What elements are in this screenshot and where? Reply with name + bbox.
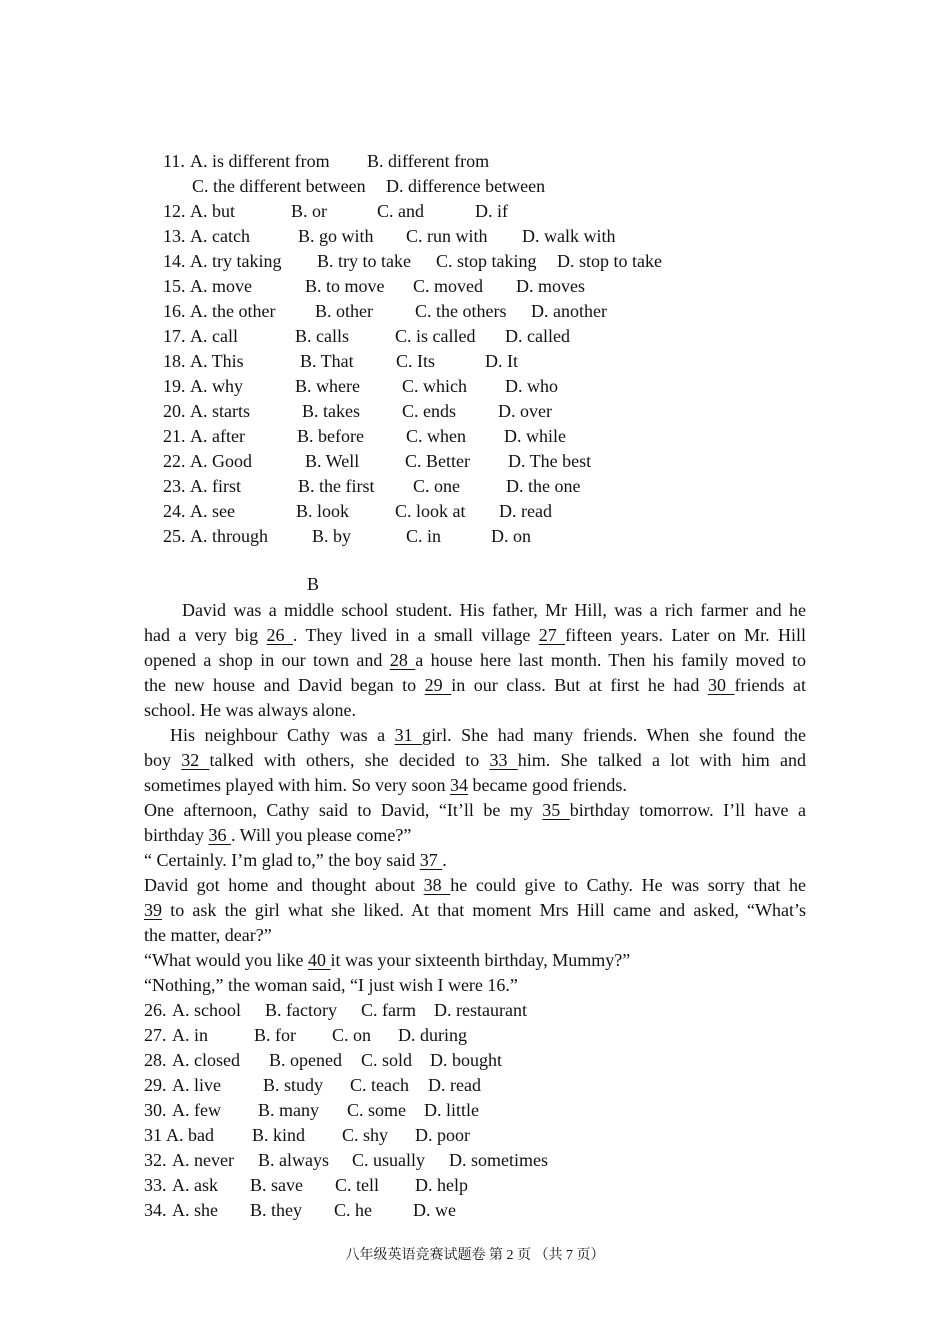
blank-31: 31 [394,725,423,745]
option-d: D. if [475,201,508,221]
option-d: D. sometimes [449,1150,548,1170]
page-footer: 八年级英语竞赛试题卷 第 2 页 （共 7 页） [345,1248,605,1263]
passage-line-12: David got home and thought about 38 he could give to Cathy. He was sorry that he [144,875,806,895]
question-number: 12. [163,201,186,221]
option-c: C. when [406,426,466,446]
question-number: 15. [163,276,186,296]
option-c: C. is called [395,326,476,346]
option-b: B. the first [298,476,375,496]
question-number: 34. [144,1200,167,1220]
option-d: D. while [504,426,566,446]
option-d: D. help [415,1175,468,1195]
option-b: B. try to take [317,251,411,271]
option-d: D. poor [415,1125,470,1145]
blank-33: 33 [489,750,518,770]
option-c: C. and [377,201,424,221]
option-c: C. farm [361,1000,416,1020]
option-c: C. sold [361,1050,413,1070]
option-a: A. Good [190,451,252,471]
option-b: B. for [254,1025,296,1045]
blank-30: 30 [707,675,735,695]
option-a: A. but [190,201,235,221]
option-d: D. It [485,351,518,371]
blank-26: 26 [266,625,293,645]
question-number: 22. [163,451,186,471]
question-number: 30. [144,1100,167,1120]
passage-line-3: opened a shop in our town and 28 a house here last month. Then his family moved to [144,650,806,670]
option-a: A. in [172,1025,208,1045]
option-a: A. move [190,276,252,296]
option-d: D. bought [430,1050,502,1070]
question-number: 14. [163,251,186,271]
passage-line-16: “Nothing,” the woman said, “I just wish I were 16.” [144,975,518,995]
option-b: B. opened [269,1050,342,1070]
question-number: 17. [163,326,186,346]
question-number: 24. [163,501,186,521]
option-b: B. That [300,351,354,371]
option-d: D. The best [508,451,592,471]
passage-line-7: boy 32 talked with others, she decided to 33 him. She talked a lot with him and [144,750,807,770]
option-d: D. called [505,326,570,346]
option-b: B. kind [252,1125,306,1145]
option-c: C. Better [405,451,470,471]
option-b: B. where [295,376,360,396]
question-number: 26. [144,1000,167,1020]
passage-line-10: birthday 36 . Will you please come?” [144,825,412,845]
option-d: D. on [491,526,531,546]
section-title: B [307,574,320,594]
option-c: C. stop taking [436,251,537,271]
passage-line-11: “ Certainly. I’m glad to,” the boy said 37 . [144,850,447,870]
option-b: B. save [250,1175,303,1195]
blank-29: 29 [424,675,452,695]
question-number: 21. [163,426,186,446]
option-a: A. catch [190,226,250,246]
option-c: C. in [406,526,442,546]
option-c: C. tell [335,1175,379,1195]
option-a: A. few [172,1100,221,1120]
option-b: B. different from [367,151,490,171]
blank-28: 28 [389,650,416,670]
option-a: A. after [190,426,245,446]
option-b: B. Well [305,451,360,471]
option-c: C. one [413,476,460,496]
option-c: C. moved [413,276,483,296]
question-number: 20. [163,401,186,421]
option-a: A. first [190,476,241,496]
blank-40: 40 [307,950,331,970]
passage-line-13: 39 to ask the girl what she liked. At that moment Mrs Hill came and asked, “What’s [144,900,806,920]
option-d: D. stop to take [557,251,662,271]
question-number: 16. [163,301,186,321]
option-b: B. they [250,1200,302,1220]
option-c: C. look at [395,501,466,521]
passage-line-4: the new house and David began to 29 in our class. But at first he had 30 friends at [144,675,807,695]
passage-line-9: One afternoon, Cathy said to David, “It’ll be my 35 birthday tomorrow. I’ll have a [144,800,807,820]
option-d: D. another [531,301,607,321]
option-d: D. over [498,401,552,421]
blank-34: 34 [449,775,468,795]
option-d: D. moves [516,276,585,296]
option-a: A. ask [172,1175,218,1195]
question-number: 11. [163,151,185,171]
option-d: D. we [413,1200,456,1220]
option-a: A. bad [166,1125,214,1145]
option-d: D. during [398,1025,467,1045]
blank-32: 32 [181,750,210,770]
option-c: C. he [334,1200,372,1220]
passage-line-15: “What would you like 40 it was your sixteenth birthday, Mummy?” [144,950,631,970]
option-b: B. look [296,501,350,521]
option-b: B. calls [295,326,349,346]
option-c: C. the different between [192,176,366,196]
question-number: 29. [144,1075,167,1095]
option-a: A. call [190,326,238,346]
passage-line-14: the matter, dear?” [144,925,272,945]
blank-38: 38 [423,875,451,895]
question-number: 13. [163,226,186,246]
option-a: A. closed [172,1050,240,1070]
question-number: 27. [144,1025,167,1045]
option-d: D. the one [506,476,581,496]
option-b: B. to move [305,276,385,296]
option-b: B. many [258,1100,319,1120]
blank-39: 39 [144,900,162,920]
option-d: D. difference between [386,176,546,196]
blank-27: 27 [538,625,566,645]
option-c: C. some [347,1100,407,1120]
passage-line-5: school. He was always alone. [144,700,356,720]
option-a: A. the other [190,301,276,321]
option-d: D. little [424,1100,479,1120]
option-b: B. other [315,301,373,321]
question-number: 28. [144,1050,167,1070]
option-a: A. through [190,526,268,546]
option-d: D. walk with [522,226,616,246]
blank-37: 37 [419,850,443,870]
option-a: A. school [172,1000,241,1020]
option-b: B. factory [265,1000,337,1020]
option-c: C. shy [342,1125,389,1145]
passage-line-2: had a very big 26 . They lived in a small village 27 fifteen years. Later on Mr. Hill [144,625,806,645]
blank-35: 35 [542,800,570,820]
question-number: 32. [144,1150,167,1170]
option-d: D. restaurant [434,1000,527,1020]
option-a: A. is different from [190,151,330,171]
option-c: C. run with [406,226,488,246]
option-b: B. study [263,1075,324,1095]
option-b: B. before [297,426,364,446]
option-c: C. the others [415,301,507,321]
option-a: A. live [172,1075,221,1095]
option-a: A. This [190,351,244,371]
question-number: 23. [163,476,186,496]
option-a: A. see [190,501,235,521]
blank-36: 36 [208,825,231,845]
question-number: 33. [144,1175,167,1195]
option-b: B. always [258,1150,329,1170]
option-d: D. read [428,1075,481,1095]
option-b: B. takes [302,401,360,421]
option-d: D. who [505,376,558,396]
passage-line-1: David was a middle school student. His father, Mr Hill, was a rich farmer and he [182,600,806,620]
option-c: C. usually [352,1150,426,1170]
option-a: A. try taking [190,251,282,271]
question-number: 25. [163,526,186,546]
option-a: A. starts [190,401,250,421]
option-b: B. or [291,201,327,221]
option-c: C. Its [396,351,436,371]
option-a: A. she [172,1200,218,1220]
option-c: C. which [402,376,467,396]
option-c: C. teach [350,1075,409,1095]
passage-line-8: sometimes played with him. So very soon 34 became good friends. [144,775,627,795]
option-c: C. ends [402,401,456,421]
option-b: B. by [312,526,352,546]
option-a: A. why [190,376,243,396]
option-d: D. read [499,501,552,521]
question-number: 19. [163,376,186,396]
passage-line-6: His neighbour Cathy was a 31 girl. She had many friends. When she found the [170,725,806,745]
option-c: C. on [332,1025,372,1045]
option-b: B. go with [298,226,374,246]
option-a: A. never [172,1150,234,1170]
question-number: 31 [144,1125,162,1145]
question-number: 18. [163,351,186,371]
